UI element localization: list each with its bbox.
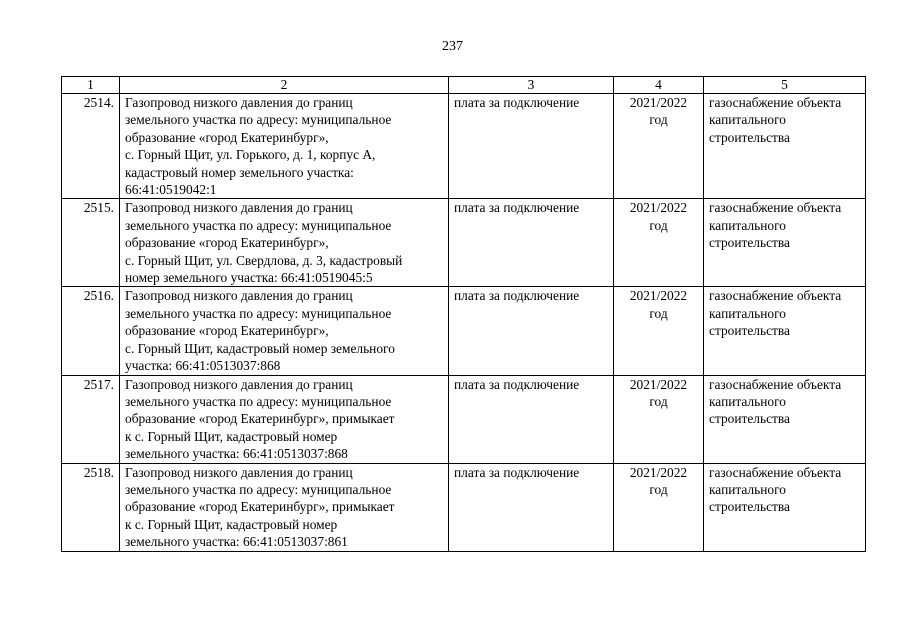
object-description <box>120 375 449 463</box>
document-table <box>61 76 866 552</box>
description-line: земельного участка по адресу: муниципальное <box>125 217 392 233</box>
basis-cell: плата за подключение <box>449 287 614 375</box>
purpose-line: капитального <box>709 217 786 233</box>
row-number: 2514. <box>62 94 120 199</box>
table-row <box>62 94 866 199</box>
period-line: год <box>649 393 668 409</box>
description-line: Газопровод низкого давления до границ <box>125 288 353 304</box>
period-line: 2021/2022 <box>629 288 688 304</box>
description-line: кадастровый номер земельного участка: <box>125 164 354 180</box>
row-number: 2516. <box>62 287 120 375</box>
description-line: земельного участка по адресу: муниципальное <box>125 305 392 321</box>
row-number: 2517. <box>62 375 120 463</box>
purpose-cell <box>704 199 866 287</box>
period-line: 2021/2022 <box>629 376 688 392</box>
purpose-line: капитального <box>709 305 786 321</box>
description-line: образование «город Екатеринбург», примыкает <box>125 411 395 427</box>
description-line: земельного участка по адресу: муниципальное <box>125 481 392 497</box>
purpose-line: капитального <box>709 393 786 409</box>
purpose-cell <box>704 94 866 199</box>
purpose-line: строительства <box>709 499 790 515</box>
basis-cell: плата за подключение <box>449 463 614 551</box>
description-line: 66:41:0519042:1 <box>125 182 217 198</box>
description-line: образование «город Екатеринбург», <box>125 235 329 251</box>
description-line: с. Горный Щит, ул. Горького, д. 1, корпус А, <box>125 147 376 163</box>
period-line: год <box>649 217 668 233</box>
description-line: с. Горный Щит, кадастровый номер земельного <box>125 340 395 356</box>
purpose-line: газоснабжение объекта <box>709 288 842 304</box>
description-line: земельного участка по адресу: муниципальное <box>125 393 392 409</box>
description-line: номер земельного участка: 66:41:0519045:5 <box>125 270 373 286</box>
object-description <box>120 463 449 551</box>
purpose-line: строительства <box>709 323 790 339</box>
basis-cell: плата за подключение <box>449 199 614 287</box>
column-header: 4 <box>614 77 704 94</box>
description-line: к с. Горный Щит, кадастровый номер <box>125 516 338 532</box>
period-line: 2021/2022 <box>629 95 688 110</box>
column-header: 1 <box>62 77 120 94</box>
table-body <box>62 94 866 552</box>
description-line: к с. Горный Щит, кадастровый номер <box>125 428 338 444</box>
purpose-line: газоснабжение объекта <box>709 200 842 216</box>
period-cell <box>614 463 704 551</box>
table-row <box>62 287 866 375</box>
purpose-line: газоснабжение объекта <box>709 376 842 392</box>
period-line: год <box>649 481 668 497</box>
column-header: 5 <box>704 77 866 94</box>
basis-cell: плата за подключение <box>449 94 614 199</box>
purpose-line: капитального <box>709 481 786 497</box>
page-number: 237 <box>442 39 463 54</box>
description-line: образование «город Екатеринбург», <box>125 323 329 339</box>
table-row <box>62 375 866 463</box>
row-number: 2518. <box>62 463 120 551</box>
purpose-line: строительства <box>709 235 790 251</box>
purpose-cell <box>704 463 866 551</box>
description-line: Газопровод низкого давления до границ <box>125 464 353 480</box>
purpose-line: капитального <box>709 112 786 128</box>
period-line: год <box>649 305 668 321</box>
description-line: Газопровод низкого давления до границ <box>125 95 353 110</box>
purpose-line: газоснабжение объекта <box>709 95 842 110</box>
description-line: земельного участка: 66:41:0513037:861 <box>125 534 348 550</box>
description-line: Газопровод низкого давления до границ <box>125 200 353 216</box>
period-cell <box>614 199 704 287</box>
period-cell <box>614 94 704 199</box>
object-description <box>120 199 449 287</box>
description-line: Газопровод низкого давления до границ <box>125 376 353 392</box>
table-header-row <box>62 77 866 94</box>
description-line: с. Горный Щит, ул. Свердлова, д. 3, кадастровый <box>125 252 403 268</box>
purpose-line: строительства <box>709 129 790 145</box>
object-description <box>120 94 449 199</box>
purpose-cell <box>704 287 866 375</box>
description-line: участка: 66:41:0513037:868 <box>125 358 281 374</box>
description-line: земельного участка: 66:41:0513037:868 <box>125 446 348 462</box>
period-line: 2021/2022 <box>629 464 688 480</box>
purpose-line: строительства <box>709 411 790 427</box>
row-number: 2515. <box>62 199 120 287</box>
purpose-line: газоснабжение объекта <box>709 464 842 480</box>
table-row <box>62 463 866 551</box>
object-description <box>120 287 449 375</box>
basis-cell: плата за подключение <box>449 375 614 463</box>
purpose-cell <box>704 375 866 463</box>
period-line: год <box>649 112 668 128</box>
description-line: образование «город Екатеринбург», примыкает <box>125 499 395 515</box>
period-line: 2021/2022 <box>629 200 688 216</box>
description-line: образование «город Екатеринбург», <box>125 129 329 145</box>
description-line: земельного участка по адресу: муниципальное <box>125 112 392 128</box>
period-cell <box>614 287 704 375</box>
column-header: 2 <box>120 77 449 94</box>
period-cell <box>614 375 704 463</box>
column-header: 3 <box>449 77 614 94</box>
table-row <box>62 199 866 287</box>
